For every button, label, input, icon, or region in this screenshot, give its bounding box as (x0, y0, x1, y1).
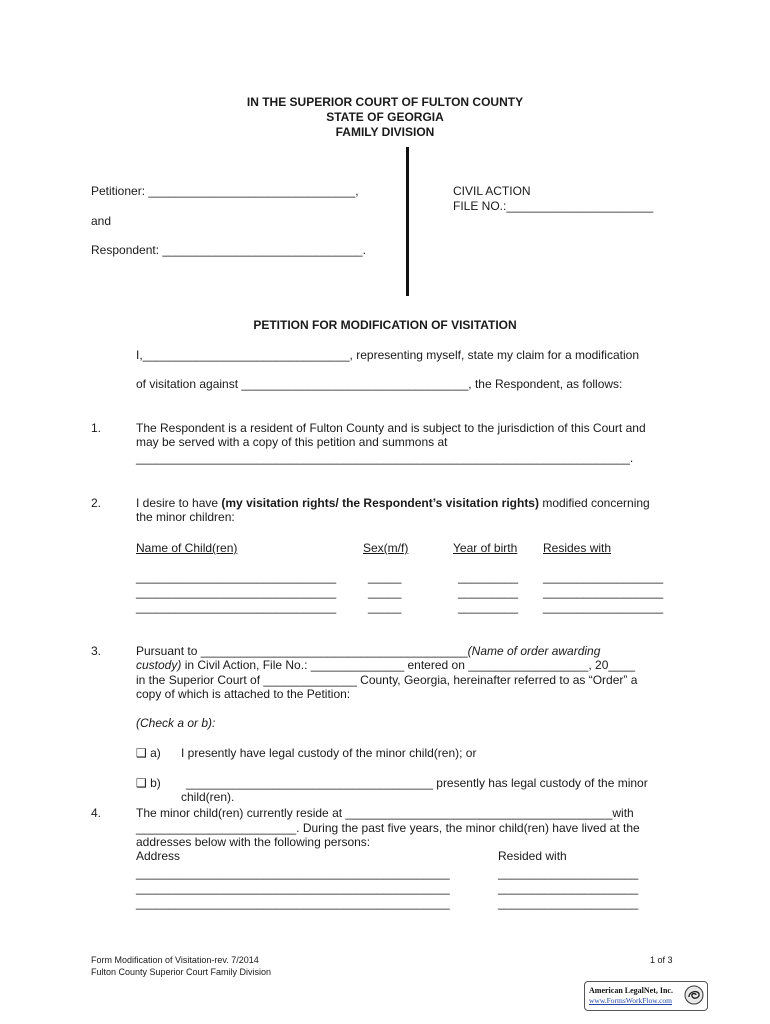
logo-company: American LegalNet, Inc. (589, 986, 673, 995)
para-1-line-1: The Respondent is a resident of Fulton County and is subject to the jurisdiction of this Court and (136, 421, 646, 435)
para-2-line-2: the minor children: (136, 510, 235, 524)
swirl-icon (684, 985, 704, 1005)
caption-divider (406, 147, 409, 296)
para-4-number: 4. (91, 806, 102, 820)
child-sex-field[interactable]: _____ (368, 570, 402, 584)
and-label: and (91, 214, 112, 228)
para-2-bold-choice: (my visitation rights/ the Respondent’s visitation rights) (221, 496, 539, 510)
col-header-sex: Sex(m/f) (363, 541, 409, 555)
para-1-line-2: may be served with a copy of this petition and summons at (136, 435, 448, 449)
child-resides-field[interactable]: __________________ (543, 585, 664, 599)
check-instruction: (Check a or b): (136, 716, 216, 730)
child-name-field[interactable]: ______________________________ (136, 600, 337, 614)
para-3-line-3[interactable]: in the Superior Court of ______________ County, Georgia, hereinafter referred to as “Order” a (136, 673, 638, 687)
para-4-line-3: addresses below with the following persons: (136, 835, 371, 849)
option-b-checkbox[interactable]: ❑ b) (136, 776, 161, 790)
order-name-hint-cont: custody) (136, 658, 182, 672)
para-1-number: 1. (91, 421, 102, 435)
footer-division: Fulton County Superior Court Family Division (91, 967, 272, 977)
address-field[interactable]: _______________________________________________ (136, 896, 450, 910)
option-b-text[interactable]: _____________________________________ presently has legal custody of the minor (186, 776, 648, 790)
para-2-line-1 (136, 496, 650, 510)
child-sex-field[interactable]: _____ (368, 600, 402, 614)
para-4-line-2[interactable]: ________________________. During the past five years, the minor child(ren) have lived at the (136, 821, 640, 835)
col-header-address: Address (136, 849, 181, 863)
document-title: PETITION FOR MODIFICATION OF VISITATION (253, 318, 517, 332)
resided-with-field[interactable]: _____________________ (498, 881, 639, 895)
para-2-post: modified concerning (538, 496, 650, 510)
file-no-field[interactable]: FILE NO.:______________________ (453, 199, 654, 213)
para-4-line-1[interactable]: The minor child(ren) currently reside at ________________________________________with (136, 806, 634, 820)
para-3-line-2[interactable] (136, 658, 635, 672)
court-name: IN THE SUPERIOR COURT OF FULTON COUNTY (246, 95, 524, 109)
child-year-field[interactable]: _________ (458, 570, 519, 584)
child-resides-field[interactable]: __________________ (543, 600, 664, 614)
col-header-year: Year of birth (453, 541, 518, 555)
division-name: FAMILY DIVISION (335, 125, 435, 139)
option-b-text-cont: child(ren). (181, 790, 235, 804)
col-header-resides: Resides with (543, 541, 612, 555)
option-a-checkbox[interactable]: ❑ a) (136, 746, 161, 760)
para-2-pre: I desire to have (136, 496, 222, 510)
intro-line-1[interactable]: I,_______________________________, representing myself, state my claim for a modification (136, 348, 639, 362)
child-resides-field[interactable]: __________________ (543, 570, 664, 584)
col-header-name: Name of Child(ren) (136, 541, 238, 555)
service-address-field[interactable]: __________________________________________________________________________. (136, 451, 634, 465)
resided-with-field[interactable]: _____________________ (498, 866, 639, 880)
american-legalnet-logo[interactable] (584, 981, 708, 1011)
para-3-number: 3. (91, 644, 102, 658)
respondent-field[interactable]: Respondent: ______________________________. (91, 243, 366, 257)
child-name-field[interactable]: ______________________________ (136, 585, 337, 599)
option-a-text: I presently have legal custody of the minor child(ren); or (181, 746, 477, 760)
state-name: STATE OF GEORGIA (326, 110, 444, 124)
civil-action-label: CIVIL ACTION (453, 184, 531, 198)
file-entered-fields[interactable]: in Civil Action, File No.: ______________ entered on __________________, 20____ (181, 658, 636, 672)
address-field[interactable]: _______________________________________________ (136, 866, 450, 880)
address-field[interactable]: _______________________________________________ (136, 881, 450, 895)
logo-url[interactable]: www.FormsWorkFlow.com (589, 996, 673, 1005)
col-header-resided-with: Resided with (498, 849, 567, 863)
resided-with-field[interactable]: _____________________ (498, 896, 639, 910)
child-name-field[interactable]: ______________________________ (136, 570, 337, 584)
order-name-hint: (Name of order awarding (467, 644, 601, 658)
order-name-field[interactable]: Pursuant to ________________________________________ (136, 644, 468, 658)
para-2-number: 2. (91, 496, 102, 510)
child-year-field[interactable]: _________ (458, 585, 519, 599)
child-sex-field[interactable]: _____ (368, 585, 402, 599)
page-number: 1 of 3 (650, 955, 673, 965)
footer-form-name: Form Modification of Visitation-rev. 7/2014 (91, 955, 259, 965)
petitioner-field[interactable]: Petitioner: _______________________________, (91, 184, 359, 198)
child-year-field[interactable]: _________ (458, 600, 519, 614)
intro-line-2[interactable]: of visitation against __________________________________, the Respondent, as follows: (136, 377, 623, 391)
para-3-line-4: copy of which is attached to the Petition: (136, 687, 351, 701)
para-3-line-1[interactable] (136, 644, 600, 658)
